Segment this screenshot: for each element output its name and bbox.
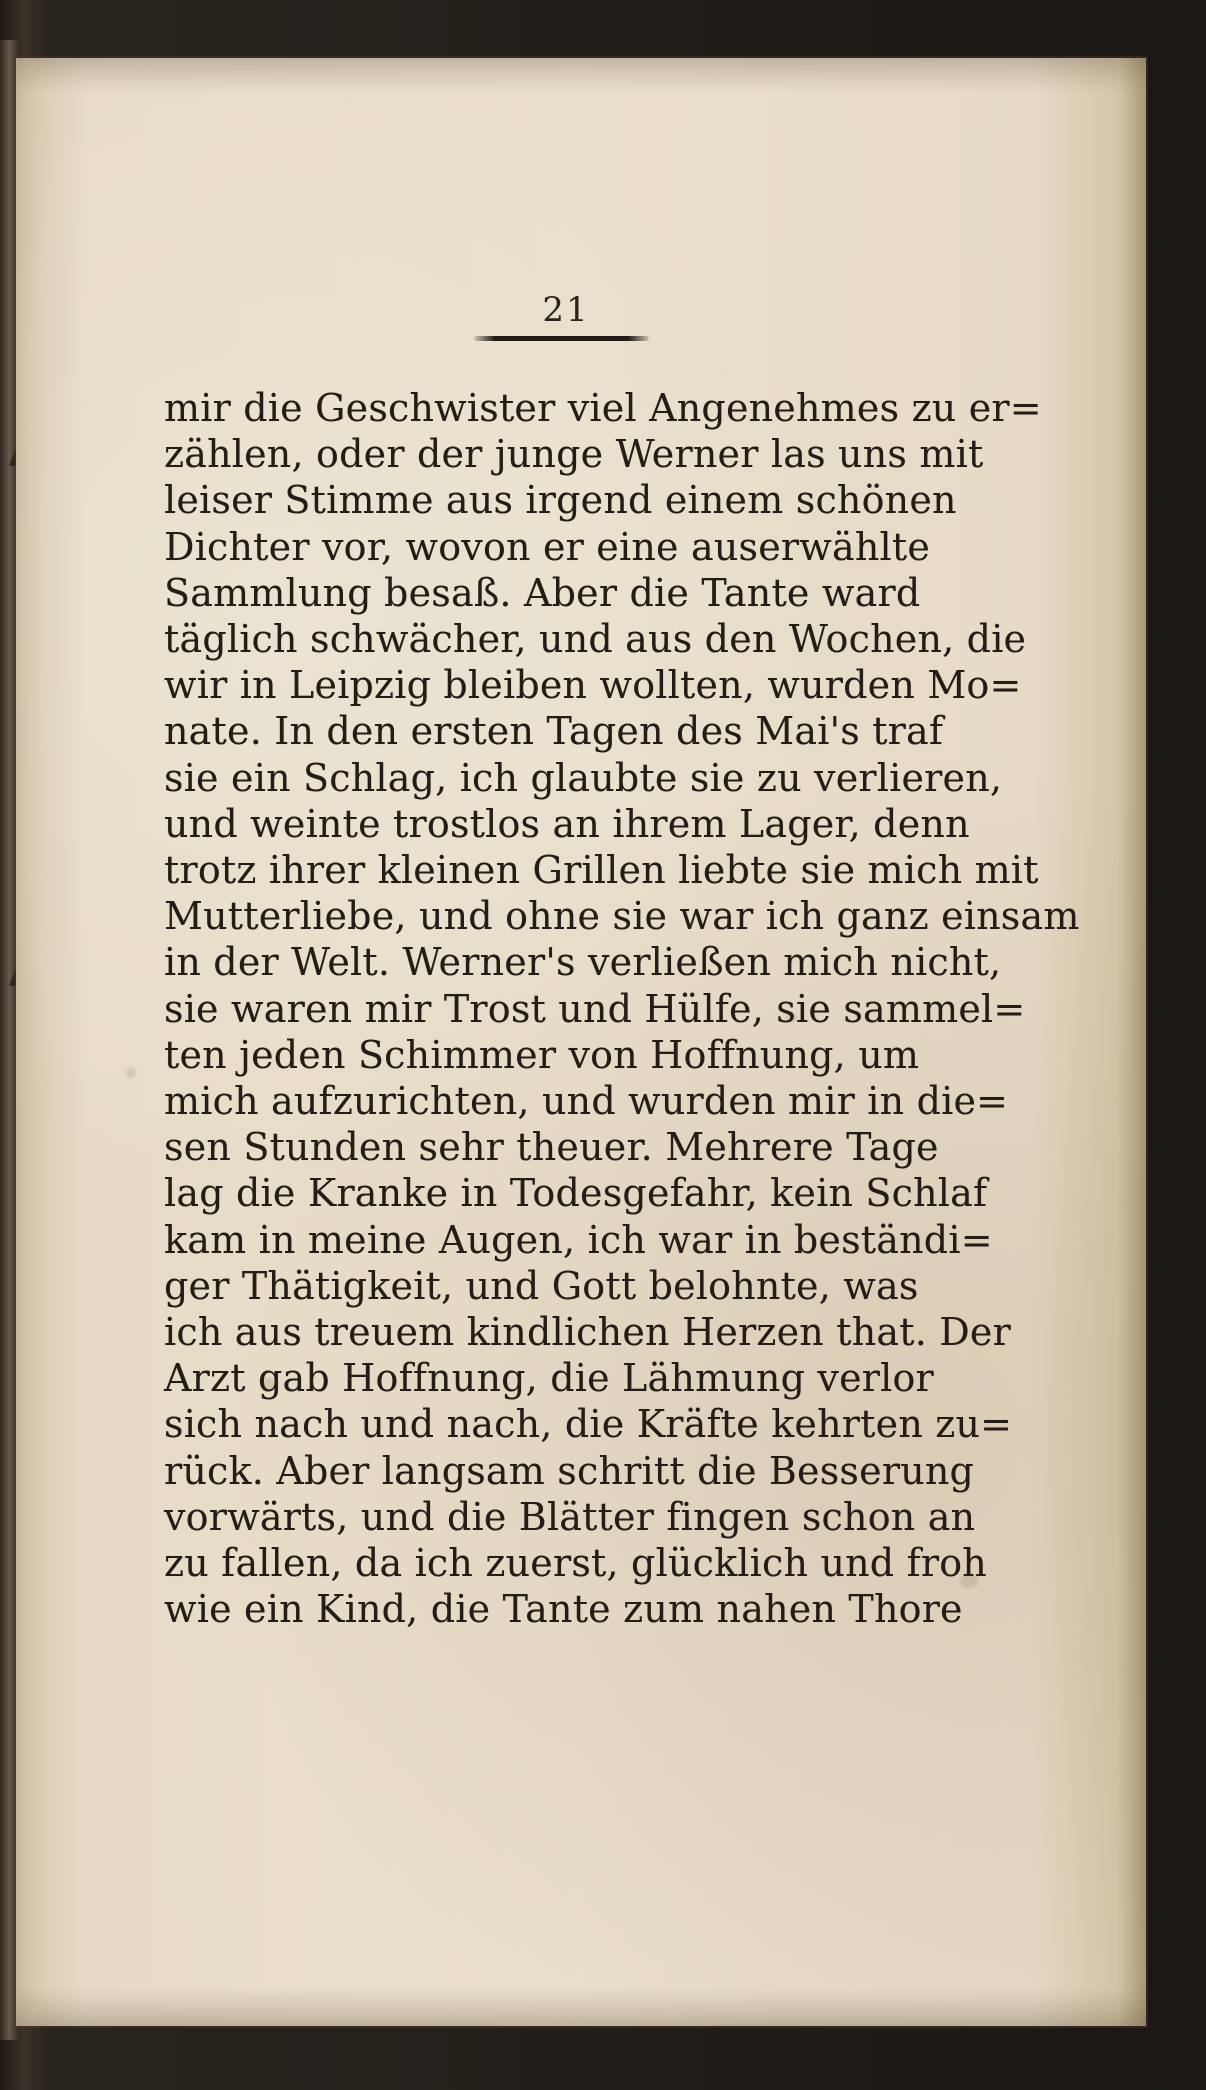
text-line: leiser Stimme aus irgend einem schönen — [164, 478, 957, 523]
header-rule — [474, 336, 649, 341]
text-line: ich aus treuem kindlichen Herzen that. Der — [164, 1310, 1011, 1355]
text-line: mir die Geschwister viel Angenehmes zu er= — [164, 386, 1042, 430]
text-line: und weinte trostlos an ihrem Lager, denn — [164, 801, 970, 846]
text-line: Mutterliebe, und ohne sie war ich ganz einsam — [164, 894, 1080, 939]
text-line: in der Welt. Werner's verließen mich nicht, — [164, 940, 1002, 985]
text-line: wir in Leipzig bleiben wollten, wurden Mo= — [164, 663, 1022, 708]
text-line: trotz ihrer kleinen Grillen liebte sie mich mit — [164, 848, 1039, 893]
body-text — [164, 385, 1080, 1632]
text-line: lag die Kranke in Todesgefahr, kein Schlaf — [164, 1171, 988, 1216]
text-line: vorwärts, und die Blätter fingen schon an — [164, 1494, 976, 1539]
text-line: wie ein Kind, die Tante zum nahen Thore — [164, 1587, 963, 1632]
text-line: ten jeden Schimmer von Hoffnung, um — [164, 1032, 920, 1077]
text-line: rück. Aber langsam schritt die Besserung — [164, 1448, 975, 1493]
text-line: zählen, oder der junge Werner las uns mit — [164, 432, 984, 477]
page-bottom-shade — [16, 1986, 1146, 2026]
text-line: ger Thätigkeit, und Gott belohnte, was — [164, 1263, 919, 1308]
text-line: zu fallen, da ich zuerst, glücklich und froh — [164, 1541, 987, 1586]
text-line: sen Stunden sehr theuer. Mehrere Tage — [164, 1125, 939, 1170]
text-line: sich nach und nach, die Kräfte kehrten zu= — [164, 1402, 1013, 1447]
text-line: nate. In den ersten Tagen des Mai's traf — [164, 709, 944, 754]
text-line: mich aufzurichten, und wurden mir in die= — [164, 1079, 1009, 1124]
text-line: sie ein Schlag, ich glaubte sie zu verlieren, — [164, 755, 1003, 800]
text-line: täglich schwächer, und aus den Wochen, die — [164, 617, 1027, 662]
text-line: kam in meine Augen, ich war in beständi= — [164, 1217, 993, 1262]
paper-spot — [126, 1068, 136, 1078]
page-top-shade — [16, 58, 1146, 94]
book-page — [16, 58, 1146, 2026]
text-line: sie waren mir Trost und Hülfe, sie sammel= — [164, 986, 1026, 1031]
page-right-shadow — [1118, 58, 1146, 2026]
text-line: Dichter vor, wovon er eine auserwählte — [164, 524, 931, 569]
page-number: 21 — [542, 290, 590, 330]
text-line: Sammlung besaß. Aber die Tante ward — [164, 570, 921, 615]
text-line: Arzt gab Hoffnung, die Lähmung verlor — [164, 1356, 934, 1401]
